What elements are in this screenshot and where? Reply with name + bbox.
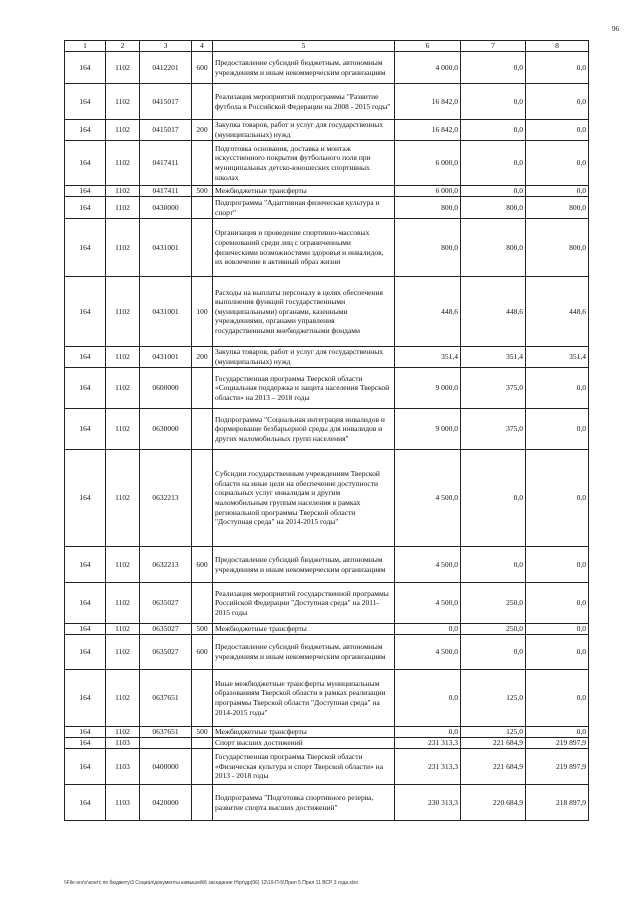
table-cell-2: 1103 (106, 785, 140, 821)
table-cell-2: 1102 (106, 277, 140, 347)
table-cell-8: 219 897,9 (526, 738, 589, 749)
table-cell-5: Подпрограмма "Социальная интеграция инвалидов и формирование безбарьерной среды для инвалидов и других маломобильных групп населения" (213, 409, 395, 450)
table-cell-2: 1102 (106, 219, 140, 277)
table-cell-6: 9 000,0 (395, 368, 461, 409)
table-cell-8: 0,0 (526, 624, 589, 635)
table-cell-6: 0,0 (395, 727, 461, 738)
table-cell-5: Предоставление субсидий бюджетным, автономным учреждениям и иным некоммерческим организациям (213, 52, 395, 84)
table-cell-4: 200 (192, 347, 213, 368)
table-cell-1: 164 (65, 785, 106, 821)
table-cell-6: 4 500,0 (395, 547, 461, 583)
table-cell-7: 375,0 (461, 368, 526, 409)
table-cell-8: 219 897,9 (526, 749, 589, 785)
table-cell-5: Межбюджетные трансферты (213, 727, 395, 738)
column-header: 3 (140, 41, 192, 52)
table-cell-1: 164 (65, 219, 106, 277)
table-cell-7: 0,0 (461, 52, 526, 84)
table-row (65, 583, 589, 624)
table-cell-8: 800,0 (526, 219, 589, 277)
table-row (65, 186, 589, 197)
table-cell-3 (140, 738, 192, 749)
table-cell-4: 500 (192, 186, 213, 197)
table-cell-5: Субсидии государственным учреждениям Тверской области на иные цели на обеспечение доступности социальных услуг инвалидам и другим маломобильным группам населения в рамках региональной программы Тверской области "Доступная среда" на 2014-2015 годы" (213, 450, 395, 547)
table-cell-6: 351,4 (395, 347, 461, 368)
table-cell-6: 230 313,3 (395, 785, 461, 821)
table-cell-8: 218 897,9 (526, 785, 589, 821)
table-row (65, 52, 589, 84)
column-header: 8 (526, 41, 589, 52)
table-cell-4 (192, 409, 213, 450)
table-cell-7: 0,0 (461, 120, 526, 141)
table-cell-7: 0,0 (461, 450, 526, 547)
table-cell-7: 125,0 (461, 727, 526, 738)
table-cell-8: 0,0 (526, 450, 589, 547)
table-cell-3: 0430000 (140, 197, 192, 219)
table-cell-3: 0431001 (140, 219, 192, 277)
table-cell-3: 0635027 (140, 635, 192, 670)
table-cell-8: 448,6 (526, 277, 589, 347)
table-cell-2: 1103 (106, 738, 140, 749)
table-cell-3: 0415017 (140, 84, 192, 120)
table-cell-4: 500 (192, 624, 213, 635)
table-cell-7: 0,0 (461, 635, 526, 670)
table-cell-8: 0,0 (526, 84, 589, 120)
table-cell-1: 164 (65, 52, 106, 84)
table-cell-2: 1102 (106, 727, 140, 738)
table-cell-3: 0412201 (140, 52, 192, 84)
table-cell-5: Закупка товаров, работ и услуг для государственных (муниципальных) нужд (213, 120, 395, 141)
table-cell-3: 0431001 (140, 277, 192, 347)
table-cell-3: 0630000 (140, 409, 192, 450)
table-cell-2: 1102 (106, 368, 140, 409)
table-cell-6: 4 500,0 (395, 450, 461, 547)
table-cell-1: 164 (65, 749, 106, 785)
table-cell-8: 0,0 (526, 52, 589, 84)
table-cell-4: 600 (192, 547, 213, 583)
table-cell-2: 1102 (106, 120, 140, 141)
table-cell-1: 164 (65, 670, 106, 727)
table-cell-7: 250,0 (461, 624, 526, 635)
table-cell-1: 164 (65, 186, 106, 197)
table-cell-5: Организация и проведение спортивно-массовых соревнований среди лиц с ограниченными физическими возможностями здоровья и инвалидов, их вовлечение в активный образ жизни (213, 219, 395, 277)
table-cell-1: 164 (65, 197, 106, 219)
table-cell-1: 164 (65, 738, 106, 749)
table-cell-8: 0,0 (526, 635, 589, 670)
table-row (65, 84, 589, 120)
table-cell-2: 1102 (106, 670, 140, 727)
table-cell-5: Подпрограмма "Адаптивная физическая культура и спорт" (213, 197, 395, 219)
table-cell-4 (192, 749, 213, 785)
table-cell-4: 600 (192, 52, 213, 84)
table-cell-2: 1102 (106, 635, 140, 670)
table-cell-7: 0,0 (461, 141, 526, 186)
table-cell-5: Иные межбюджетные трансферты муниципальным образованиям Тверской области в рамках реализации программы Тверской области "Доступная среда" на 2014-2015 годы" (213, 670, 395, 727)
table-cell-7: 221 684,9 (461, 738, 526, 749)
table-cell-2: 1102 (106, 84, 140, 120)
table-cell-5: Межбюджетные трансферты (213, 186, 395, 197)
table-cell-7: 250,0 (461, 583, 526, 624)
table-row (65, 219, 589, 277)
table-cell-4 (192, 583, 213, 624)
table-cell-4 (192, 197, 213, 219)
table-cell-6: 16 842,0 (395, 120, 461, 141)
table-cell-3: 0415017 (140, 120, 192, 141)
table-row (65, 624, 589, 635)
table-cell-5: Реализация мероприятий подпрограммы "Развитие футбола в Российской Федерации на 2008 - 2015 годы" (213, 84, 395, 120)
table-cell-6: 448,6 (395, 277, 461, 347)
table-cell-8: 0,0 (526, 547, 589, 583)
column-header: 4 (192, 41, 213, 52)
table-cell-3: 0600000 (140, 368, 192, 409)
table-row (65, 749, 589, 785)
table-cell-5: Подготовка основания, доставка и монтаж искусственного покрытия футбольного поля при муниципальных детско-юношеских спортивных школах (213, 141, 395, 186)
table-row (65, 635, 589, 670)
table-row (65, 368, 589, 409)
budget-table (64, 40, 589, 821)
table-cell-5: Реализация мероприятий государственной программы Российской Федерации "Доступная среда" на 2011-2015 годы (213, 583, 395, 624)
table-cell-7: 800,0 (461, 197, 526, 219)
table-cell-1: 164 (65, 583, 106, 624)
table-cell-7: 220 684,9 (461, 785, 526, 821)
column-header: 5 (213, 41, 395, 52)
table-cell-6: 16 842,0 (395, 84, 461, 120)
table-row (65, 547, 589, 583)
table-cell-4 (192, 219, 213, 277)
table-cell-1: 164 (65, 368, 106, 409)
table-cell-6: 9 000,0 (395, 409, 461, 450)
table-cell-8: 0,0 (526, 368, 589, 409)
table-cell-6: 231 313,3 (395, 749, 461, 785)
table-row (65, 727, 589, 738)
table-cell-3: 0400000 (140, 749, 192, 785)
table-cell-4 (192, 450, 213, 547)
table-cell-4 (192, 670, 213, 727)
column-header: 2 (106, 41, 140, 52)
table-cell-2: 1102 (106, 624, 140, 635)
table-cell-8: 0,0 (526, 727, 589, 738)
table-cell-5: Межбюджетные трансферты (213, 624, 395, 635)
table-cell-2: 1102 (106, 409, 140, 450)
table-cell-8: 351,4 (526, 347, 589, 368)
table-cell-6: 800,0 (395, 219, 461, 277)
table-cell-5: Государственная программа Тверской области «Социальная поддержка и защита населения Тверской области» на 2013 – 2018 годы (213, 368, 395, 409)
table-cell-2: 1102 (106, 186, 140, 197)
table-cell-3: 0635027 (140, 583, 192, 624)
table-cell-4: 200 (192, 120, 213, 141)
table-cell-1: 164 (65, 635, 106, 670)
table-cell-1: 164 (65, 84, 106, 120)
table-cell-1: 164 (65, 141, 106, 186)
table-cell-3: 0417411 (140, 141, 192, 186)
table-cell-6: 4 000,0 (395, 52, 461, 84)
table-row (65, 277, 589, 347)
table-cell-1: 164 (65, 547, 106, 583)
table-cell-4 (192, 84, 213, 120)
table-cell-2: 1102 (106, 583, 140, 624)
table-cell-6: 6 000,0 (395, 186, 461, 197)
table-cell-7: 375,0 (461, 409, 526, 450)
table-row (65, 120, 589, 141)
table-cell-4 (192, 141, 213, 186)
table-cell-1: 164 (65, 450, 106, 547)
table-cell-5: Спорт высших достижений (213, 738, 395, 749)
table-cell-4 (192, 785, 213, 821)
table-cell-3: 0632213 (140, 450, 192, 547)
table-cell-8: 0,0 (526, 186, 589, 197)
table-header-row (65, 41, 589, 52)
table-cell-1: 164 (65, 727, 106, 738)
table-cell-3: 0637651 (140, 670, 192, 727)
table-row (65, 141, 589, 186)
table-cell-8: 0,0 (526, 409, 589, 450)
table-row (65, 409, 589, 450)
table-row (65, 785, 589, 821)
table-cell-8: 800,0 (526, 197, 589, 219)
table-cell-2: 1102 (106, 347, 140, 368)
table-row (65, 670, 589, 727)
table-cell-3: 0420000 (140, 785, 192, 821)
table-cell-6: 4 500,0 (395, 635, 461, 670)
table-cell-6: 0,0 (395, 670, 461, 727)
column-header: 7 (461, 41, 526, 52)
table-cell-2: 1102 (106, 141, 140, 186)
table-cell-8: 0,0 (526, 583, 589, 624)
table-cell-6: 800,0 (395, 197, 461, 219)
table-cell-7: 0,0 (461, 547, 526, 583)
table-cell-5: Подпрограмма "Подготовка спортивного резерва, развитие спорта высших достижений" (213, 785, 395, 821)
table-cell-5: Закупка товаров, работ и услуг для государственных (муниципальных) нужд (213, 347, 395, 368)
column-header: 6 (395, 41, 461, 52)
table-cell-6: 0,0 (395, 624, 461, 635)
table-cell-2: 1102 (106, 450, 140, 547)
table-cell-7: 0,0 (461, 84, 526, 120)
table-cell-5: Государственная программа Тверской области «Физическая культура и спорт Тверской области» на 2013 - 2018 годы (213, 749, 395, 785)
table-cell-1: 164 (65, 120, 106, 141)
table-cell-6: 6 000,0 (395, 141, 461, 186)
table-row (65, 450, 589, 547)
table-cell-8: 0,0 (526, 120, 589, 141)
table-cell-5: Предоставление субсидий бюджетным, автономным учреждениям и иным некоммерческим организациям (213, 547, 395, 583)
table-cell-4: 500 (192, 727, 213, 738)
table-cell-4 (192, 368, 213, 409)
table-cell-1: 164 (65, 409, 106, 450)
table-cell-6: 4 500,0 (395, 583, 461, 624)
table-cell-2: 1102 (106, 197, 140, 219)
table-cell-3: 0417411 (140, 186, 192, 197)
table-row (65, 347, 589, 368)
table-cell-4 (192, 738, 213, 749)
table-cell-1: 164 (65, 277, 106, 347)
table-cell-2: 1103 (106, 749, 140, 785)
footer-file-path: \\File-srv\о\контс по бюджету\3 Социал\документы камышей\6 заседание Н\рг\др(06) 12\19-П-5\Прил 5 Прил 11 ВСР 3 года.xlsx (64, 880, 359, 886)
table-cell-7: 221 684,9 (461, 749, 526, 785)
table-cell-1: 164 (65, 624, 106, 635)
table-cell-5: Расходы на выплаты персоналу в целях обеспечения выполнения функций государственными (муниципальными) органами, казенными учреждениями, органами управления государственными внебюджетными фондами (213, 277, 395, 347)
table-cell-7: 351,4 (461, 347, 526, 368)
table-cell-7: 448,6 (461, 277, 526, 347)
table-cell-2: 1102 (106, 52, 140, 84)
table-cell-3: 0637651 (140, 727, 192, 738)
table-cell-7: 800,0 (461, 219, 526, 277)
table-cell-2: 1102 (106, 547, 140, 583)
page-number: 96 (612, 25, 619, 33)
table-cell-1: 164 (65, 347, 106, 368)
table-cell-3: 0431001 (140, 347, 192, 368)
table-cell-7: 0,0 (461, 186, 526, 197)
table-cell-8: 0,0 (526, 141, 589, 186)
column-header: 1 (65, 41, 106, 52)
table-cell-4: 100 (192, 277, 213, 347)
table-cell-7: 125,0 (461, 670, 526, 727)
table-cell-5: Предоставление субсидий бюджетным, автономным учреждениям и иным некоммерческим организациям (213, 635, 395, 670)
table-row (65, 738, 589, 749)
table-cell-6: 231 313,3 (395, 738, 461, 749)
table-row (65, 197, 589, 219)
table-cell-3: 0635027 (140, 624, 192, 635)
table-cell-4: 600 (192, 635, 213, 670)
table-cell-8: 0,0 (526, 670, 589, 727)
table-cell-3: 0632213 (140, 547, 192, 583)
